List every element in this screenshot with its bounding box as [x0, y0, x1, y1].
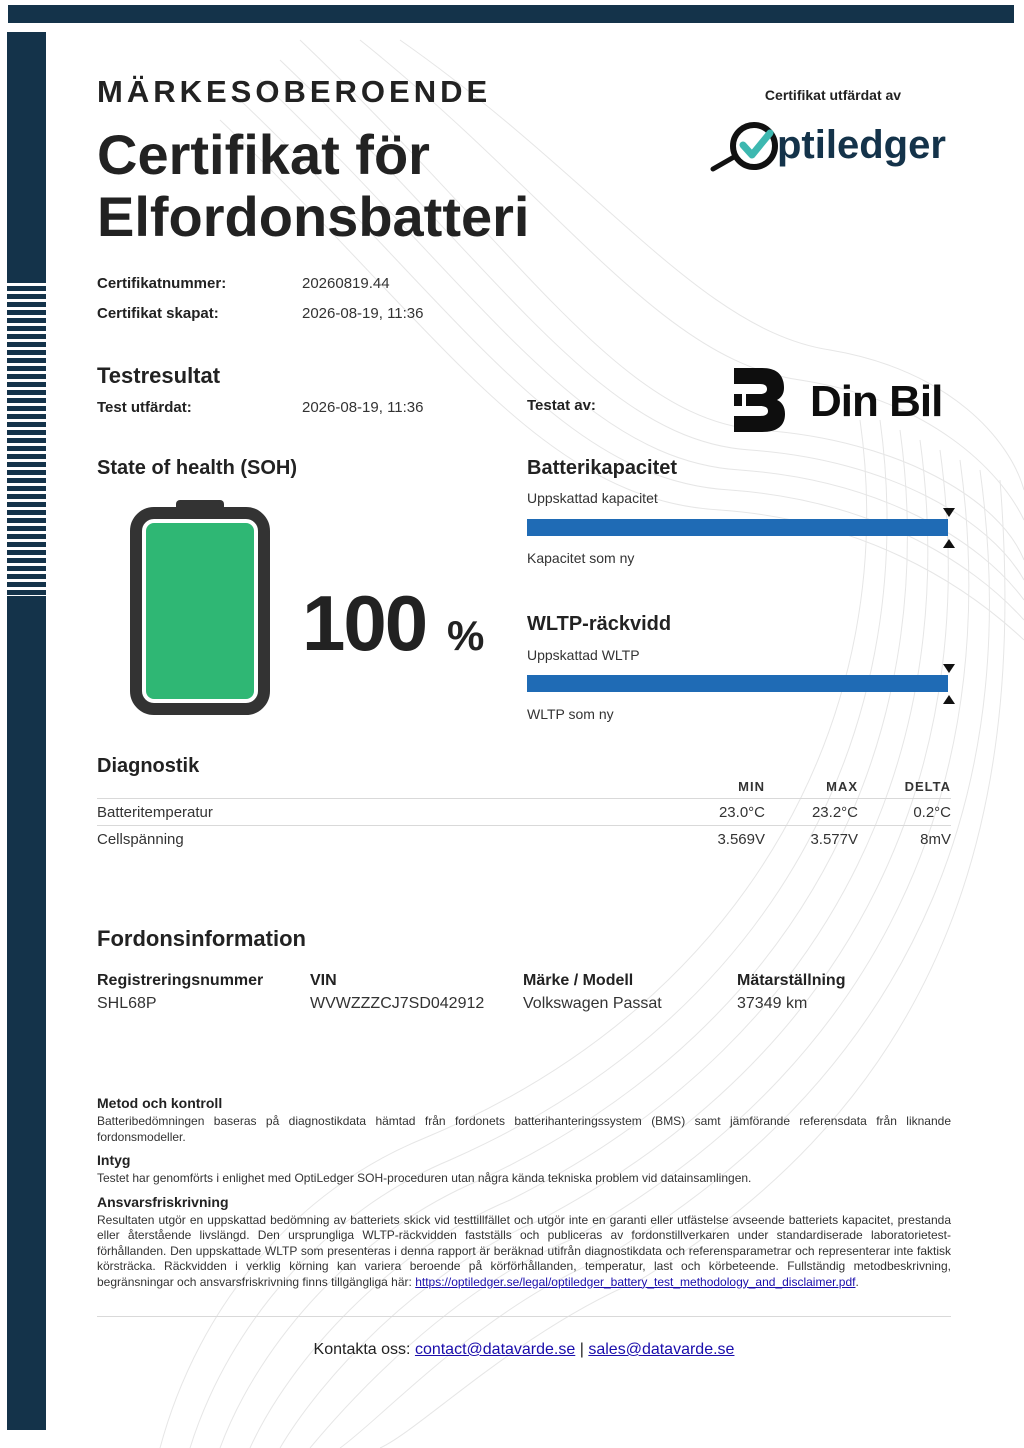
vehicle-info-heading: Fordonsinformation — [97, 926, 306, 951]
svg-text:Din Bil: Din Bil — [810, 377, 943, 426]
column-header-delta: DELTA — [904, 778, 951, 794]
capacity-new-label: Kapacitet som ny — [527, 550, 635, 566]
disclaimer-heading: Ansvarsfriskrivning — [97, 1193, 229, 1210]
row-min: 23.0°C — [675, 799, 765, 826]
row-max: 23.2°C — [765, 799, 858, 826]
optiledger-logo — [710, 116, 960, 178]
table-row — [97, 826, 951, 853]
soh-unit: % — [447, 612, 485, 659]
test-issued-value: 2026-08-19, 11:36 — [302, 399, 424, 416]
vehicle-field-odometer — [737, 972, 845, 1013]
vehicle-field-vin — [310, 972, 484, 1013]
wltp-bar — [527, 675, 948, 692]
field-label: VIN — [310, 972, 337, 989]
row-delta: 0.2°C — [858, 799, 951, 826]
disclaimer-text: Resultaten utgör en uppskattad bedömning av batteriets skick vid testtillfället och utgör inte en garanti eller utfästelse avseende batteriets kapacitet, prestanda eller återstående livslängd. Den ursprungliga WLTP-räckvidden fastställs och publiceras av fordonstillverkaren under standardiserade laboratorietest-förhållanden. Den uppskattade WLTP som presenteras i denna rapport är beräknad utifrån diagnostikdata och referensparametrar och representerar inte faktisk körsträcka. Räckvidden i verklig körning kan variera beroende på körförhållanden, temperatur, last och körbeteende. Fullständig metodbeskrivning, begränsningar och ansvarsfriskrivning finns tillgängliga här: — [97, 1212, 951, 1289]
contact-separator: | — [579, 1341, 584, 1358]
vehicle-field-registration — [97, 972, 263, 1013]
din-bil-logo — [732, 366, 952, 434]
contact-label: Kontakta oss: — [313, 1341, 411, 1358]
disclaimer-paragraph — [97, 1213, 951, 1291]
wltp-estimated-label: Uppskattad WLTP — [527, 647, 640, 663]
diagnostics-table — [97, 778, 951, 852]
row-delta: 8mV — [858, 826, 951, 853]
method-text: Batteribedömningen baseras på diagnostikdata hämtad från fordonets batterihanteringssystem (BMS) samt jämförande referensdata från liknande fordonsmodeller. — [97, 1114, 951, 1144]
certificate-created-value: 2026-08-19, 11:36 — [302, 305, 424, 322]
table-row — [97, 799, 951, 826]
row-min: 3.569V — [675, 826, 765, 853]
row-max: 3.577V — [765, 826, 858, 853]
row-name: Cellspänning — [97, 826, 675, 853]
svg-text:ptiledger: ptiledger — [777, 123, 946, 167]
test-results-heading: Testresultat — [97, 363, 221, 388]
capacity-bar — [527, 519, 948, 536]
certificate-created-label: Certifikat skapat: — [97, 305, 219, 322]
capacity-heading: Batterikapacitet — [527, 457, 678, 479]
page-title: Certifikat för Elfordonsbatteri — [97, 123, 530, 248]
wltp-estimated-marker — [943, 664, 955, 673]
sales-email-link[interactable]: sales@datavarde.se — [588, 1341, 735, 1358]
certificate-number-value: 20260819.44 — [302, 275, 390, 292]
row-name: Batteritemperatur — [97, 799, 675, 826]
test-issued-label: Test utfärdat: — [97, 399, 192, 416]
wltp-new-marker — [943, 695, 955, 704]
wltp-new-label: WLTP som ny — [527, 706, 614, 722]
vehicle-field-make-model — [523, 972, 662, 1013]
field-label: Märke / Modell — [523, 972, 634, 989]
diagnostics-header-row — [97, 778, 951, 799]
capacity-new-marker — [943, 539, 955, 548]
contact-email-link[interactable]: contact@datavarde.se — [414, 1341, 576, 1358]
side-stripes-decoration — [7, 278, 46, 596]
footer-divider — [97, 1316, 951, 1317]
disclaimer-end: . — [855, 1274, 859, 1289]
attest-text: Testet har genomförts i enlighet med OptiLedger SOH-proceduren utan några kända tekniska problem vid datainsamlingen. — [97, 1171, 752, 1185]
wltp-heading: WLTP-räckvidd — [527, 613, 672, 635]
capacity-estimated-label: Uppskattad kapacitet — [527, 490, 658, 506]
soh-heading: State of health (SOH) — [97, 457, 298, 479]
battery-fill — [146, 523, 254, 699]
contact-line — [97, 1341, 951, 1359]
field-value: Volkswagen Passat — [523, 995, 662, 1012]
battery-icon — [130, 500, 270, 715]
soh-value: 100 — [302, 579, 427, 667]
tested-by-label: Testat av: — [527, 397, 596, 414]
diagnostics-heading: Diagnostik — [97, 755, 200, 777]
field-label: Mätarställning — [737, 972, 846, 989]
method-heading: Metod och kontroll — [97, 1095, 223, 1111]
field-value: SHL68P — [97, 995, 157, 1012]
certificate-number-label: Certifikatnummer: — [97, 275, 227, 292]
field-value: 37349 km — [737, 995, 808, 1012]
top-banner-bar — [8, 5, 1014, 23]
field-label: Registreringsnummer — [97, 972, 264, 989]
column-header-min: MIN — [738, 778, 765, 794]
attest-heading: Intyg — [97, 1152, 131, 1168]
side-banner-bar — [7, 32, 46, 1430]
field-value: WVWZZZCJ7SD042912 — [310, 995, 485, 1012]
issued-by-label: Certifikat utfärdat av — [764, 87, 902, 103]
column-header-max: MAX — [826, 778, 858, 794]
disclaimer-link[interactable]: https://optiledger.se/legal/optiledger_battery_test_methodology_and_disclaimer.pdf — [415, 1274, 856, 1289]
certificate-kicker: MÄRKESOBEROENDE — [97, 74, 492, 109]
legal-section — [97, 1095, 951, 1297]
capacity-estimated-marker — [943, 508, 955, 517]
